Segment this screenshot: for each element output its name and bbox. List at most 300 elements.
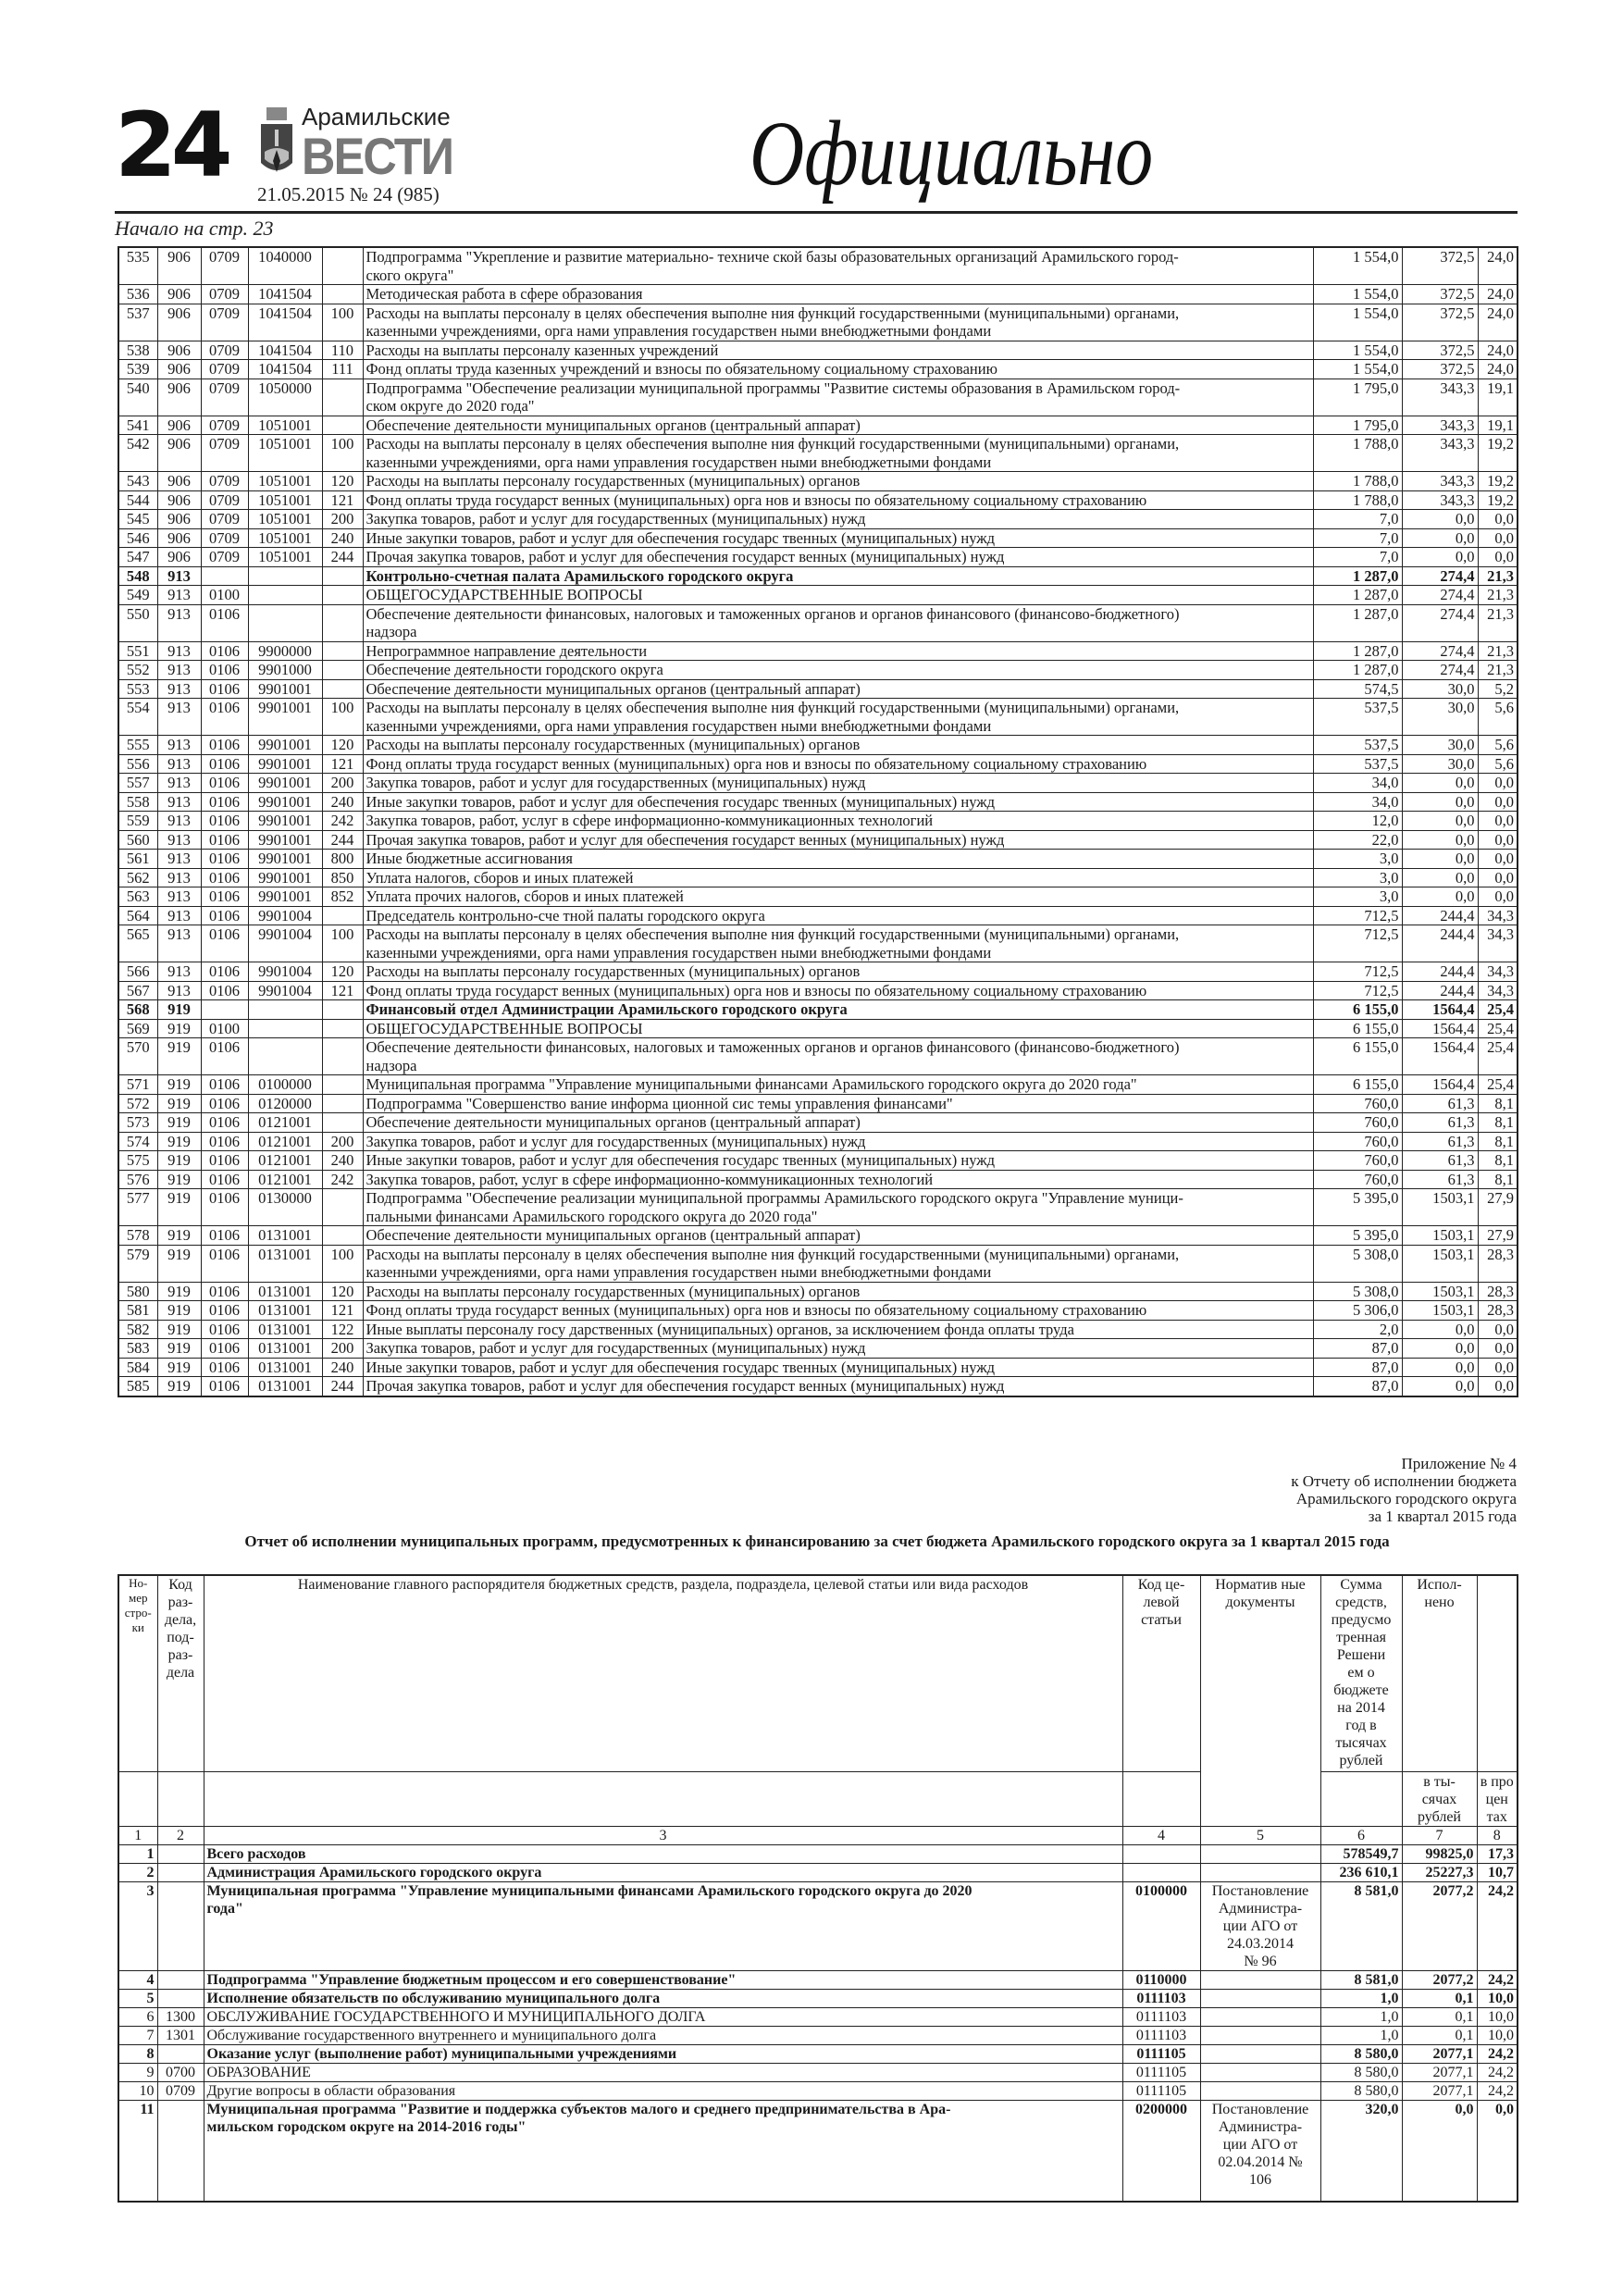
section-code: 0106 (201, 1358, 248, 1377)
table-row (118, 1989, 1518, 2007)
executed-percent: 27,9 (1478, 1226, 1518, 1246)
executed-amount: 372,5 (1402, 341, 1478, 360)
table-row (118, 925, 1518, 962)
appendix-note (1291, 1455, 1517, 1525)
item-name: Иные закупки товаров, работ и услуг для обеспечения государс твенных (муниципальных) нужд (363, 1358, 1313, 1377)
table-row (118, 1094, 1518, 1113)
target-code: 0110000 (1122, 1970, 1200, 1989)
department-code: 913 (157, 868, 201, 887)
target-code: 9901001 (248, 699, 322, 736)
executed-percent: 5,6 (1478, 699, 1518, 736)
executed-percent: 0,0 (1478, 830, 1518, 850)
table-row (118, 754, 1518, 774)
item-name: Фонд оплаты труда государст венных (муниципальных) орга нов и взносы по обязательному социальному страхованию (363, 1301, 1313, 1321)
department-code: 919 (157, 1189, 201, 1226)
executed-percent: 10,7 (1477, 1863, 1518, 1881)
department-code: 919 (157, 1094, 201, 1113)
row-number: 579 (118, 1245, 157, 1282)
section-code: 0106 (201, 1282, 248, 1301)
section-code: 0106 (201, 812, 248, 831)
section-code: 0106 (201, 1094, 248, 1113)
expense-type: 242 (322, 812, 363, 831)
planned-amount: 34,0 (1313, 792, 1402, 812)
item-name: ОБЩЕГОСУДАРСТВЕННЫЕ ВОПРОСЫ (363, 586, 1313, 605)
executed-percent: 25,4 (1478, 1019, 1518, 1038)
executed-percent: 24,2 (1477, 2044, 1518, 2063)
section-code: 0106 (201, 1226, 248, 1246)
section-code: 0106 (201, 850, 248, 869)
department-code: 913 (157, 661, 201, 680)
table-row (118, 774, 1518, 793)
table-row (118, 1970, 1518, 1989)
executed-percent: 19,2 (1478, 435, 1518, 472)
expense-type: 100 (322, 925, 363, 962)
executed-percent: 5,2 (1478, 679, 1518, 699)
row-number: 585 (118, 1377, 157, 1396)
item-name: Расходы на выплаты персоналу государственных (муниципальных) органов (363, 472, 1313, 491)
row-number: 578 (118, 1226, 157, 1246)
normative-docs: Постановление Администра- ции АГО от 02.04.2014 № 106 (1200, 2100, 1320, 2202)
executed-amount: 61,3 (1402, 1151, 1478, 1171)
expense-type (322, 906, 363, 925)
section-code: 0709 (201, 528, 248, 548)
header-section-code: Код раз- дела, под- раз- дела (157, 1575, 204, 1771)
planned-amount: 5 395,0 (1313, 1189, 1402, 1226)
normative-docs (1200, 2063, 1320, 2081)
planned-amount: 87,0 (1313, 1339, 1402, 1359)
executed-percent: 25,4 (1478, 1075, 1518, 1095)
planned-amount: 8 580,0 (1320, 2081, 1402, 2100)
section-code (157, 1881, 204, 1970)
department-code: 913 (157, 850, 201, 869)
department-code: 913 (157, 906, 201, 925)
planned-amount: 760,0 (1313, 1151, 1402, 1171)
expense-type (322, 566, 363, 586)
table-row (118, 604, 1518, 641)
item-name: Расходы на выплаты персоналу в целях обеспечения выполне ния функций государственными (муниципальными) органами, казенными учреждениями, орга нами управления государствен ными внебюджетными фондами (363, 1245, 1313, 1282)
item-name: Расходы на выплаты персоналу государственных (муниципальных) органов (363, 962, 1313, 982)
executed-amount: 372,5 (1402, 304, 1478, 341)
executed-amount: 0,0 (1402, 1339, 1478, 1359)
target-code (1122, 1863, 1200, 1881)
item-name: Прочая закупка товаров, работ и услуг для обеспечения государст венных (муниципальных) нужд (363, 1377, 1313, 1396)
executed-percent: 34,3 (1478, 925, 1518, 962)
target-code: 9901001 (248, 679, 322, 699)
item-name: Иные бюджетные ассигнования (363, 850, 1313, 869)
department-code: 913 (157, 586, 201, 605)
normative-docs (1200, 2044, 1320, 2063)
normative-docs (1200, 1844, 1320, 1863)
item-name: Уплата налогов, сборов и иных платежей (363, 868, 1313, 887)
header-empty (1320, 1771, 1402, 1826)
executed-percent: 24,0 (1478, 304, 1518, 341)
executed-percent: 8,1 (1478, 1151, 1518, 1171)
expense-type: 120 (322, 736, 363, 755)
target-code: 0131001 (248, 1282, 322, 1301)
planned-amount: 6 155,0 (1313, 1019, 1402, 1038)
coat-of-arms-logo (257, 105, 296, 180)
department-code: 906 (157, 285, 201, 304)
row-number: 539 (118, 360, 157, 379)
row-number: 8 (118, 2044, 157, 2063)
planned-amount: 1 287,0 (1313, 641, 1402, 661)
table-row (118, 736, 1518, 755)
executed-amount: 0,1 (1402, 2007, 1477, 2026)
expense-type (322, 379, 363, 416)
executed-percent: 25,4 (1478, 1000, 1518, 1020)
table-row (118, 416, 1518, 435)
row-number: 548 (118, 566, 157, 586)
expense-type: 121 (322, 981, 363, 1000)
section-code: 0100 (201, 586, 248, 605)
table-row (118, 679, 1518, 699)
executed-amount: 343,3 (1402, 472, 1478, 491)
row-number: 583 (118, 1339, 157, 1359)
row-number: 580 (118, 1282, 157, 1301)
section-code: 0106 (201, 830, 248, 850)
row-number: 574 (118, 1132, 157, 1151)
planned-amount: 1 554,0 (1313, 285, 1402, 304)
department-code: 919 (157, 1038, 201, 1075)
executed-amount: 1503,1 (1402, 1282, 1478, 1301)
section-code: 0106 (201, 887, 248, 907)
row-number: 11 (118, 2100, 157, 2202)
municipal-programs-table (118, 1574, 1518, 2203)
executed-percent: 24,2 (1477, 1881, 1518, 1970)
target-code: 9901001 (248, 736, 322, 755)
executed-amount: 0,0 (1402, 812, 1478, 831)
target-code: 9901004 (248, 906, 322, 925)
department-code: 906 (157, 379, 201, 416)
section-code: 0106 (201, 1113, 248, 1133)
department-code: 913 (157, 699, 201, 736)
executed-percent: 0,0 (1478, 868, 1518, 887)
executed-amount: 244,4 (1402, 925, 1478, 962)
department-code: 906 (157, 472, 201, 491)
target-code: 0121001 (248, 1170, 322, 1189)
section-code (157, 1863, 204, 1881)
planned-amount: 1,0 (1320, 2007, 1402, 2026)
item-name: Обеспечение деятельности муниципальных органов (центральный аппарат) (363, 679, 1313, 699)
row-number: 545 (118, 510, 157, 529)
planned-amount: 1 287,0 (1313, 661, 1402, 680)
target-code: 1051001 (248, 416, 322, 435)
executed-amount: 244,4 (1402, 981, 1478, 1000)
executed-percent: 19,1 (1478, 379, 1518, 416)
expense-type: 120 (322, 472, 363, 491)
appendix-line: к Отчету об исполнении бюджета (1291, 1472, 1517, 1490)
row-number: 570 (118, 1038, 157, 1075)
row-number: 559 (118, 812, 157, 831)
target-code (248, 1000, 322, 1020)
executed-percent: 0,0 (1478, 1320, 1518, 1339)
section-code: 0709 (201, 416, 248, 435)
item-name: Подпрограмма "Укрепление и развитие материально- техниче ской базы образовательных организаций Арамильского город- ского округа" (363, 247, 1313, 285)
table-row (118, 1151, 1518, 1171)
section-code (157, 1844, 204, 1863)
header-rule (115, 211, 1518, 214)
department-code: 913 (157, 566, 201, 586)
department-code: 919 (157, 1282, 201, 1301)
executed-amount: 274,4 (1402, 604, 1478, 641)
planned-amount: 1 788,0 (1313, 490, 1402, 510)
section-code: 0709 (157, 2081, 204, 2100)
expense-type (322, 1075, 363, 1095)
table-row (118, 360, 1518, 379)
table-row (118, 962, 1518, 982)
planned-amount: 5 308,0 (1313, 1282, 1402, 1301)
item-name: Расходы на выплаты персоналу в целях обеспечения выполне ния функций государственными (муниципальными) органами, казенными учреждениями, орга нами управления государствен ными внебюджетными фондами (363, 699, 1313, 736)
table-row (118, 2100, 1518, 2202)
section-code: 0106 (201, 962, 248, 982)
target-code: 1050000 (248, 379, 322, 416)
row-number: 544 (118, 490, 157, 510)
section-code: 0709 (201, 510, 248, 529)
planned-amount: 7,0 (1313, 510, 1402, 529)
target-code: 0131001 (248, 1245, 322, 1282)
row-number: 535 (118, 247, 157, 285)
target-code (248, 1038, 322, 1075)
table-row (118, 304, 1518, 341)
item-name: Расходы на выплаты персоналу государственных (муниципальных) органов (363, 1282, 1313, 1301)
row-number: 568 (118, 1000, 157, 1020)
planned-amount: 712,5 (1313, 962, 1402, 982)
item-name: Расходы на выплаты персоналу в целях обеспечения выполне ния функций государственными (муниципальными) органами, казенными учреждениями, орга нами управления государствен ными внебюджетными фондами (363, 925, 1313, 962)
item-name: Расходы на выплаты персоналу в целях обеспечения выполне ния функций государственными (муниципальными) органами, казенными учреждениями, орга нами управления государствен ными внебюджетными фондами (363, 304, 1313, 341)
planned-amount: 3,0 (1313, 887, 1402, 907)
section-code: 0709 (201, 379, 248, 416)
row-number: 560 (118, 830, 157, 850)
executed-amount: 30,0 (1402, 679, 1478, 699)
executed-percent: 21,3 (1478, 566, 1518, 586)
department-code: 906 (157, 304, 201, 341)
executed-percent: 24,0 (1478, 247, 1518, 285)
target-code: 1040000 (248, 247, 322, 285)
row-number: 554 (118, 699, 157, 736)
executed-percent: 0,0 (1478, 1358, 1518, 1377)
planned-amount: 1 287,0 (1313, 604, 1402, 641)
row-number: 555 (118, 736, 157, 755)
section-code: 0106 (201, 736, 248, 755)
target-code: 0200000 (1122, 2100, 1200, 2202)
planned-amount: 760,0 (1313, 1170, 1402, 1189)
section-code: 0106 (201, 679, 248, 699)
target-code: 9901001 (248, 850, 322, 869)
planned-amount: 1 287,0 (1313, 586, 1402, 605)
planned-amount: 1 287,0 (1313, 566, 1402, 586)
table-row (118, 285, 1518, 304)
department-code: 906 (157, 510, 201, 529)
row-number: 558 (118, 792, 157, 812)
executed-percent: 21,3 (1478, 586, 1518, 605)
planned-amount: 537,5 (1313, 736, 1402, 755)
planned-amount: 578549,7 (1320, 1844, 1402, 1863)
header-executed: Испол- нено (1402, 1575, 1477, 1771)
executed-amount: 372,5 (1402, 360, 1478, 379)
section-code: 0709 (201, 341, 248, 360)
section-code: 0100 (201, 1019, 248, 1038)
row-number: 567 (118, 981, 157, 1000)
executed-amount: 0,0 (1402, 774, 1478, 793)
item-name: Закупка товаров, работ и услуг для государственных (муниципальных) нужд (363, 1339, 1313, 1359)
department-code: 913 (157, 679, 201, 699)
planned-amount: 6 155,0 (1313, 1075, 1402, 1095)
executed-percent: 0,0 (1478, 792, 1518, 812)
target-code: 9900000 (248, 641, 322, 661)
executed-percent: 10,0 (1477, 1989, 1518, 2007)
expense-type (322, 661, 363, 680)
item-name: Закупка товаров, работ и услуг для государственных (муниципальных) нужд (363, 774, 1313, 793)
target-code (248, 1019, 322, 1038)
executed-percent: 21,3 (1478, 641, 1518, 661)
item-name: Фонд оплаты труда государст венных (муниципальных) орга нов и взносы по обязательному социальному страхованию (363, 981, 1313, 1000)
planned-amount: 8 580,0 (1320, 2063, 1402, 2081)
planned-amount: 574,5 (1313, 679, 1402, 699)
executed-percent: 8,1 (1478, 1132, 1518, 1151)
executed-amount: 343,3 (1402, 490, 1478, 510)
target-code: 0121001 (248, 1132, 322, 1151)
section-code: 0106 (201, 661, 248, 680)
section-code: 0106 (201, 641, 248, 661)
executed-percent: 24,0 (1478, 285, 1518, 304)
target-code: 0111103 (1122, 2007, 1200, 2026)
expense-type: 100 (322, 304, 363, 341)
table-row (118, 2026, 1518, 2044)
row-number: 541 (118, 416, 157, 435)
department-code: 919 (157, 1170, 201, 1189)
row-number: 552 (118, 661, 157, 680)
planned-amount: 87,0 (1313, 1358, 1402, 1377)
planned-amount: 1 795,0 (1313, 379, 1402, 416)
row-number: 557 (118, 774, 157, 793)
item-name: Администрация Арамильского городского округа (204, 1863, 1122, 1881)
expense-type: 244 (322, 548, 363, 567)
section-code: 0106 (201, 604, 248, 641)
executed-amount: 0,0 (1402, 1358, 1478, 1377)
row-number: 536 (118, 285, 157, 304)
column-number: 5 (1200, 1826, 1320, 1844)
row-number: 549 (118, 586, 157, 605)
normative-docs (1200, 2081, 1320, 2100)
section-code: 0709 (201, 304, 248, 341)
executed-amount: 343,3 (1402, 435, 1478, 472)
section-code: 0106 (201, 1377, 248, 1396)
executed-amount: 61,3 (1402, 1132, 1478, 1151)
target-code: 9901001 (248, 754, 322, 774)
department-code: 919 (157, 1151, 201, 1171)
department-code: 906 (157, 341, 201, 360)
section-code: 0106 (201, 1038, 248, 1075)
table-row (118, 2044, 1518, 2063)
target-code: 0130000 (248, 1189, 322, 1226)
executed-amount: 0,0 (1402, 850, 1478, 869)
row-number: 5 (118, 1989, 157, 2007)
section-code: 0106 (201, 1301, 248, 1321)
executed-amount: 0,0 (1402, 830, 1478, 850)
target-code: 0131001 (248, 1301, 322, 1321)
target-code: 0100000 (1122, 1881, 1200, 1970)
expense-type (322, 1226, 363, 1246)
table-row (118, 1132, 1518, 1151)
header-empty (157, 1771, 204, 1826)
target-code: 1051001 (248, 435, 322, 472)
target-code: 0100000 (248, 1075, 322, 1095)
row-number: 577 (118, 1189, 157, 1226)
planned-amount: 537,5 (1313, 754, 1402, 774)
row-number: 542 (118, 435, 157, 472)
header-planned-sum: Сумма средств, предусмо тренная Решени ем о бюджете на 2014 год в тысячах рублей (1320, 1575, 1402, 1771)
executed-amount: 372,5 (1402, 285, 1478, 304)
target-code (248, 566, 322, 586)
expense-type: 110 (322, 341, 363, 360)
executed-amount: 2077,1 (1402, 2063, 1477, 2081)
executed-amount: 2077,2 (1402, 1881, 1477, 1970)
executed-percent: 21,3 (1478, 604, 1518, 641)
row-number: 564 (118, 906, 157, 925)
executed-amount: 244,4 (1402, 962, 1478, 982)
item-name: Уплата прочих налогов, сборов и иных платежей (363, 887, 1313, 907)
department-code: 913 (157, 792, 201, 812)
item-name: Расходы на выплаты персоналу в целях обеспечения выполне ния функций государственными (муниципальными) органами, казенными учреждениями, орга нами управления государствен ными внебюджетными фондами (363, 435, 1313, 472)
item-name: Закупка товаров, работ, услуг в сфере информационно-коммуникационных технологий (363, 1170, 1313, 1189)
planned-amount: 22,0 (1313, 830, 1402, 850)
appendix-line: Приложение № 4 (1401, 1455, 1517, 1472)
column-number: 2 (157, 1826, 204, 1844)
expense-type: 200 (322, 774, 363, 793)
section-code: 0106 (201, 754, 248, 774)
planned-amount: 760,0 (1313, 1132, 1402, 1151)
target-code: 9901001 (248, 812, 322, 831)
department-code: 906 (157, 435, 201, 472)
table-row (118, 247, 1518, 285)
target-code: 9901004 (248, 981, 322, 1000)
department-code: 913 (157, 812, 201, 831)
normative-docs (1200, 1863, 1320, 1881)
department-code: 906 (157, 548, 201, 567)
target-code: 9901001 (248, 792, 322, 812)
table-row (118, 2081, 1518, 2100)
item-name: Прочая закупка товаров, работ и услуг для обеспечения государст венных (муниципальных) нужд (363, 548, 1313, 567)
executed-amount: 274,4 (1402, 586, 1478, 605)
target-code: 9901004 (248, 962, 322, 982)
department-code: 913 (157, 641, 201, 661)
row-number: 581 (118, 1301, 157, 1321)
table-row (118, 868, 1518, 887)
department-code: 906 (157, 528, 201, 548)
executed-amount: 274,4 (1402, 566, 1478, 586)
target-code: 1051001 (248, 548, 322, 567)
section-code: 0709 (201, 548, 248, 567)
executed-amount: 244,4 (1402, 906, 1478, 925)
header-executed-percent: в про цен тах (1477, 1771, 1518, 1826)
section-code: 0709 (201, 490, 248, 510)
item-name: Прочая закупка товаров, работ и услуг для обеспечения государст венных (муниципальных) нужд (363, 830, 1313, 850)
table-row (118, 1881, 1518, 1970)
item-name: Методическая работа в сфере образования (363, 285, 1313, 304)
expense-type (322, 586, 363, 605)
planned-amount: 760,0 (1313, 1113, 1402, 1133)
item-name: Фонд оплаты труда казенных учреждений и взносы по обязательному социальному страхованию (363, 360, 1313, 379)
item-name: Муниципальная программа "Развитие и поддержка субъектов малого и среднего предпринимательства в Ара- мильском городском округе на 2014-2016 годы" (204, 2100, 1122, 2202)
expense-type: 240 (322, 1151, 363, 1171)
target-code: 0111103 (1122, 1989, 1200, 2007)
target-code: 1051001 (248, 490, 322, 510)
planned-amount: 1 795,0 (1313, 416, 1402, 435)
item-name: Подпрограмма "Обеспечение реализации муниципальной программы Арамильского городского округа "Управление муници- пальными финансами Арамильского городского округа до 2020 года" (363, 1189, 1313, 1226)
executed-amount: 61,3 (1402, 1094, 1478, 1113)
item-name: Иные закупки товаров, работ и услуг для обеспечения государс твенных (муниципальных) нужд (363, 528, 1313, 548)
department-code: 919 (157, 1320, 201, 1339)
